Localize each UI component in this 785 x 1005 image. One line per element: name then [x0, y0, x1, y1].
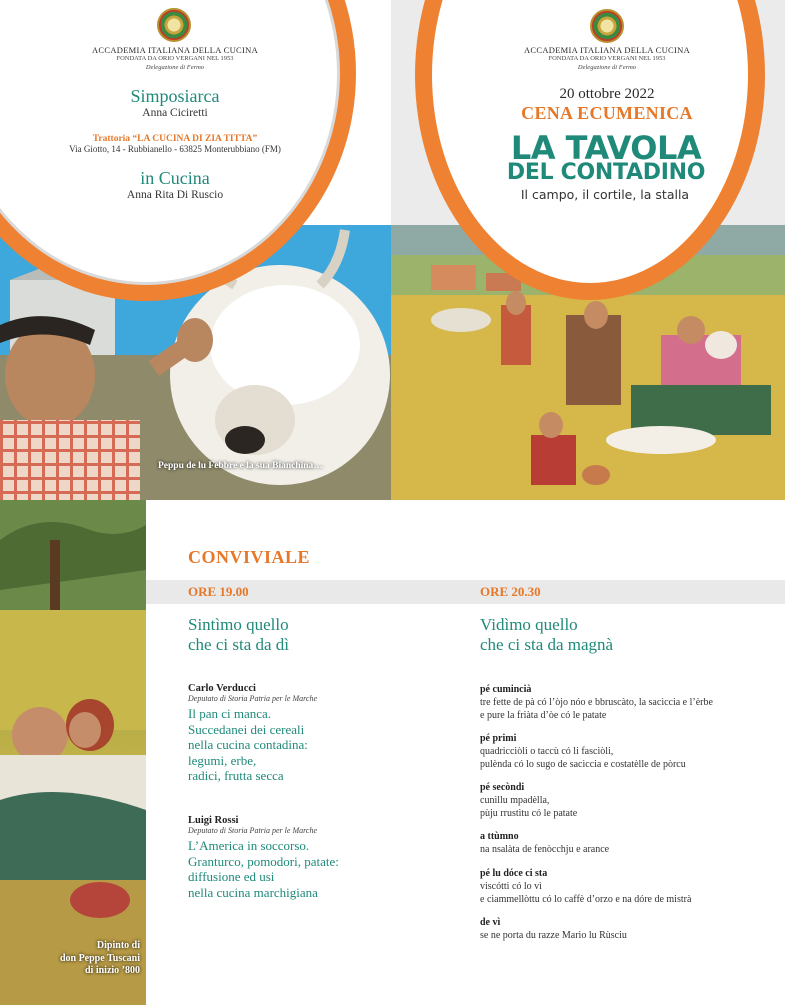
menu-heading-line: Vidìmo quello	[480, 615, 578, 634]
cucina-label: in Cucina	[140, 168, 210, 188]
course-desc-line: pùju rrustìtu có le patate	[480, 808, 578, 819]
menu-course	[480, 916, 780, 942]
event-tagline: Il campo, il cortile, la stalla	[520, 187, 690, 202]
academy-logo-icon	[157, 8, 191, 42]
venue-address: Via Giotto, 14 - Rubbianello - 63825 Monterubbiano (FM)	[69, 144, 281, 154]
event-title-line2: DEL CONTADINO	[506, 160, 706, 186]
speaker-name: Carlo Verducci	[188, 683, 256, 694]
event-date: 20 ottobre 2022	[559, 86, 655, 102]
speaker-role: Deputato di Storia Patria per le Marche	[188, 694, 318, 703]
course-desc	[480, 880, 780, 906]
course-desc	[480, 696, 780, 722]
speaker-topic	[188, 706, 448, 784]
topic-line: Granturco, pomodori, patate:	[188, 853, 339, 869]
painting-caption	[10, 940, 140, 978]
photo-caption: Peppu de lu Febbre e la sua Bianchina…	[158, 461, 323, 471]
menu-course	[480, 781, 780, 820]
topic-line: legumi, erbe,	[188, 752, 257, 768]
topic-line: nella cucina marchigiana	[188, 884, 318, 900]
course-desc-line: cunìllu mpadèlla,	[480, 795, 550, 806]
course-desc-line: e ciammellòttu có lo caffè d’orzo e na dóre de mistrà	[480, 894, 692, 905]
course-desc-line: se ne porta du razze Mario lu Rùsciu	[480, 930, 627, 941]
course-desc-line: na nsalàta de fenòcchju e arance	[480, 844, 610, 855]
menu-course	[480, 732, 780, 771]
course-desc-line: tre fette de pà có l’òjo nóo e bbruscàto, la sacìccia e l’èrbe	[480, 697, 713, 708]
menu-course	[480, 830, 780, 856]
course-desc	[480, 794, 780, 820]
topic-line: L’America in soccorso.	[188, 838, 310, 853]
speaker-2	[188, 815, 448, 900]
cucina-name: Anna Rita Di Ruscio	[126, 189, 224, 201]
academy-founded: FONDATA DA ORIO VERGANI NEL 1953	[548, 55, 666, 63]
topic-line: radici, frutta secca	[188, 768, 284, 784]
simposiarca-label: Simposiarca	[130, 86, 220, 106]
talks-heading-line: che ci sta da dì	[188, 635, 290, 655]
time-2: ORE 20.30	[480, 584, 541, 599]
course-desc-line: quadricciòli o taccù có li fasciòli,	[480, 746, 614, 757]
course-title: pé lu dóce ci sta	[480, 868, 548, 879]
talks-heading-line: Sintìmo quello	[188, 615, 289, 634]
academy-founded: FONDATA DA ORIO VERGANI NEL 1953	[116, 55, 234, 63]
menu-heading-line: che ci sta da magnà	[480, 635, 614, 655]
speaker-name: Luigi Rossi	[188, 815, 239, 826]
speaker-role: Deputato di Storia Patria per le Marche	[188, 826, 318, 835]
simposiarca-name: Anna Ciciretti	[142, 107, 208, 119]
course-title: pé secòndi	[480, 782, 525, 793]
course-title: pé primi	[480, 733, 517, 744]
menu-course	[480, 683, 780, 722]
academy-delegation: Delegazione di Fermo	[577, 63, 637, 71]
painting-caption-line: di inizio ’800	[84, 965, 140, 976]
painting-caption-line: don Peppe Tuscani	[59, 952, 140, 964]
topic-line: diffusione ed usi	[188, 869, 275, 885]
speaker-1	[188, 683, 448, 784]
academy-block-right	[492, 45, 722, 72]
menu-heading	[480, 615, 613, 656]
course-title: pé cumincià	[480, 684, 532, 695]
event-title-line1: LA TAVOLA	[510, 129, 702, 167]
academy-delegation: Delegazione di Fermo	[145, 63, 205, 71]
academy-name: ACCADEMIA ITALIANA DELLA CUCINA	[523, 45, 691, 55]
course-desc	[480, 929, 780, 942]
menu-course	[480, 867, 780, 906]
course-desc-line: pulènda có lo sugo de sacìccia e costatèlle de pòrcu	[480, 759, 686, 770]
topic-line: nella cucina contadina:	[188, 737, 308, 753]
venue-block	[30, 134, 320, 154]
chef-block	[30, 168, 320, 201]
academy-block-left	[60, 45, 290, 72]
academy-logo-icon	[590, 9, 624, 43]
course-desc-line: e pure la friàta d’òe có le patate	[480, 710, 607, 721]
course-desc-line: viscótti có lo vì	[480, 881, 542, 892]
course-desc	[480, 745, 780, 771]
topic-line: Succedanei dei cereali	[188, 721, 305, 737]
event-type: CENA ECUMENICA	[521, 103, 693, 123]
course-title: a ttùmno	[480, 831, 519, 842]
topic-line: Il pan ci manca.	[188, 706, 272, 721]
painting-caption-line: Dipinto di	[96, 940, 140, 951]
course-title: de vì	[480, 917, 501, 928]
talks-heading	[188, 615, 289, 656]
time-1: ORE 19.00	[188, 584, 249, 599]
academy-name: ACCADEMIA ITALIANA DELLA CUCINA	[91, 45, 259, 55]
simposiarca-block	[30, 86, 320, 119]
trattoria-name: Trattoria “LA CUCINA DI ZIA TITTA”	[92, 134, 258, 144]
family-painting	[0, 500, 146, 1005]
event-title	[460, 129, 752, 186]
speaker-topic	[188, 838, 448, 900]
course-desc	[480, 843, 780, 856]
program-heading: CONVIVIALE	[188, 547, 311, 567]
